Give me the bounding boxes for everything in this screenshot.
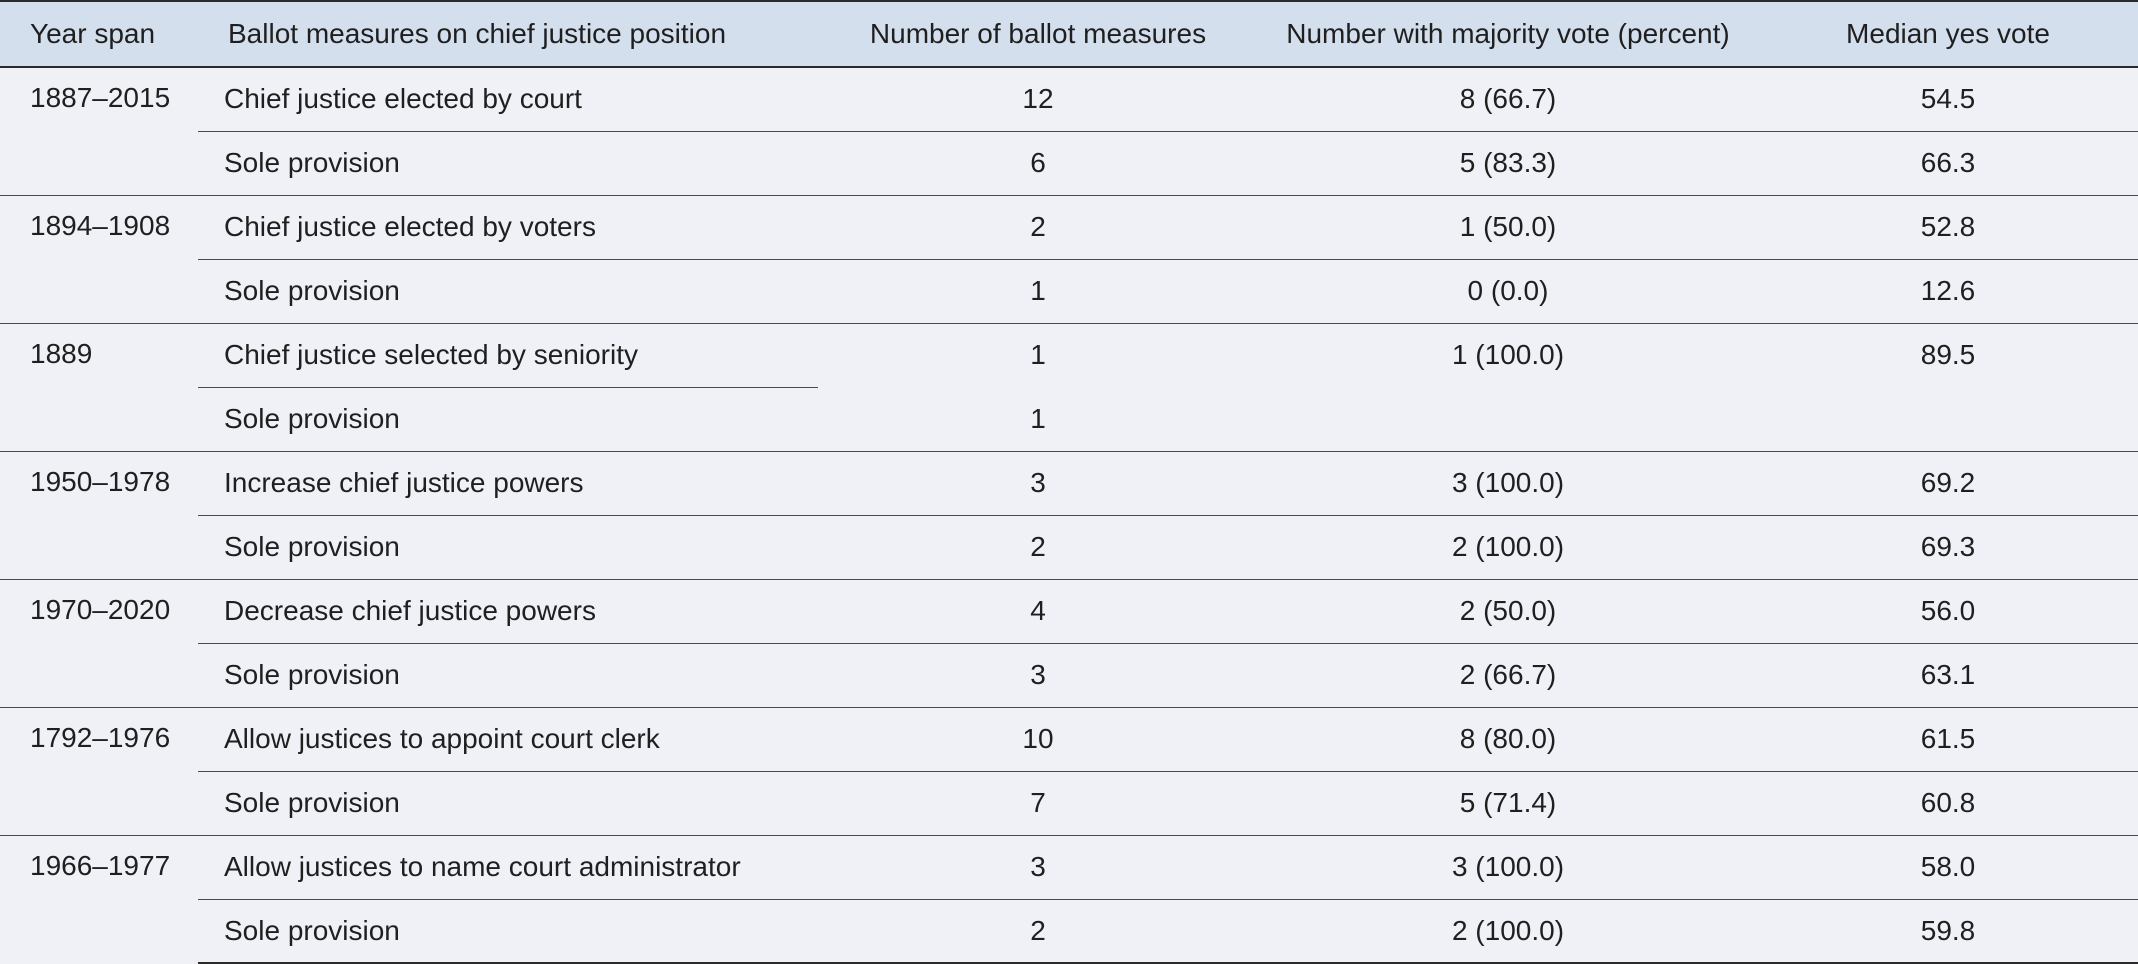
majority-cell: 5 (83.3) <box>1258 131 1758 195</box>
header-majority: Number with majority vote (percent) <box>1286 18 1730 49</box>
header-year-span: Year span <box>30 18 156 49</box>
table-row <box>0 323 2138 387</box>
table-row <box>0 579 2138 643</box>
measure-cell: Allow justices to name court administrator <box>198 835 818 899</box>
header-median: Median yes vote <box>1846 18 2050 49</box>
median-cell: 52.8 <box>1758 195 2138 259</box>
median-cell: 66.3 <box>1758 131 2138 195</box>
count-cell: 12 <box>1022 83 1054 115</box>
header-row <box>0 1 2138 67</box>
count-cell: 3 <box>818 835 1258 899</box>
median-cell: 54.5 <box>1920 83 1976 115</box>
measure-cell: Chief justice elected by court <box>224 83 582 115</box>
median-cell: 63.1 <box>1758 643 2138 707</box>
table-row <box>0 835 2138 899</box>
table-row <box>0 131 2138 195</box>
table-row <box>0 67 2138 131</box>
majority-cell: 1 (50.0) <box>1258 195 1758 259</box>
table-row <box>0 515 2138 579</box>
count-cell: 10 <box>818 707 1258 771</box>
table-row <box>0 451 2138 515</box>
table-row <box>0 707 2138 771</box>
count-cell: 1 <box>1030 402 1046 434</box>
count-cell: 2 <box>818 899 1258 963</box>
table-row <box>0 259 2138 323</box>
measure-cell: Increase chief justice powers <box>198 451 818 515</box>
count-cell: 3 <box>818 643 1258 707</box>
measure-cell: Sole provision <box>198 771 818 835</box>
measure-cell: Chief justice elected by voters <box>198 195 818 259</box>
median-cell: 89.5 <box>1758 323 2138 387</box>
table-row <box>0 643 2138 707</box>
header-count: Number of ballot measures <box>869 18 1207 49</box>
majority-cell: 3 (100.0) <box>1258 451 1758 515</box>
median-cell <box>1758 387 2138 451</box>
median-cell: 60.8 <box>1758 771 2138 835</box>
year-span-cell: 1887–2015 <box>30 82 171 113</box>
median-cell: 61.5 <box>1758 707 2138 771</box>
median-cell: 69.2 <box>1758 451 2138 515</box>
measure-cell: Decrease chief justice powers <box>198 579 818 643</box>
table-row <box>0 195 2138 259</box>
table-header <box>0 1 2138 67</box>
year-span-cell: 1966–1977 <box>0 835 198 963</box>
median-cell: 69.3 <box>1758 515 2138 579</box>
median-cell: 12.6 <box>1758 259 2138 323</box>
majority-cell: 5 (71.4) <box>1258 771 1758 835</box>
median-cell: 58.0 <box>1758 835 2138 899</box>
majority-cell: 2 (50.0) <box>1258 579 1758 643</box>
measure-cell: Sole provision <box>198 131 818 195</box>
measure-cell: Sole provision <box>198 259 818 323</box>
measure-cell: Sole provision <box>198 387 818 451</box>
table-row <box>0 387 2138 451</box>
count-cell: 7 <box>818 771 1258 835</box>
count-cell: 1 <box>818 259 1258 323</box>
majority-cell: 2 (66.7) <box>1258 643 1758 707</box>
count-cell: 1 <box>818 323 1258 387</box>
majority-cell: 2 (100.0) <box>1258 899 1758 963</box>
measure-cell: Allow justices to appoint court clerk <box>198 707 818 771</box>
majority-cell: 3 (100.0) <box>1258 835 1758 899</box>
table-body <box>0 67 2138 963</box>
median-cell: 59.8 <box>1758 899 2138 963</box>
measure-cell: Sole provision <box>198 899 818 963</box>
majority-cell: 8 (66.7) <box>1459 83 1557 115</box>
majority-cell: 1 (100.0) <box>1258 323 1758 387</box>
table-row <box>0 771 2138 835</box>
table-row <box>0 899 2138 963</box>
majority-cell <box>1258 387 1758 451</box>
median-cell: 56.0 <box>1758 579 2138 643</box>
measure-cell: Chief justice selected by seniority <box>198 323 818 387</box>
majority-cell: 8 (80.0) <box>1258 707 1758 771</box>
count-cell: 6 <box>818 131 1258 195</box>
count-cell: 2 <box>818 515 1258 579</box>
measure-cell: Sole provision <box>198 515 818 579</box>
header-measure: Ballot measures on chief justice position <box>228 18 727 49</box>
majority-cell: 2 (100.0) <box>1258 515 1758 579</box>
year-span-cell: 1894–1908 <box>0 195 198 323</box>
year-span-cell: 1889 <box>0 323 198 451</box>
count-cell: 3 <box>818 451 1258 515</box>
year-span-cell: 1970–2020 <box>0 579 198 707</box>
count-cell: 2 <box>818 195 1258 259</box>
measure-cell: Sole provision <box>198 643 818 707</box>
year-span-cell: 1950–1978 <box>0 451 198 579</box>
majority-cell: 0 (0.0) <box>1258 259 1758 323</box>
count-cell: 4 <box>818 579 1258 643</box>
year-span-cell: 1792–1976 <box>0 707 198 835</box>
